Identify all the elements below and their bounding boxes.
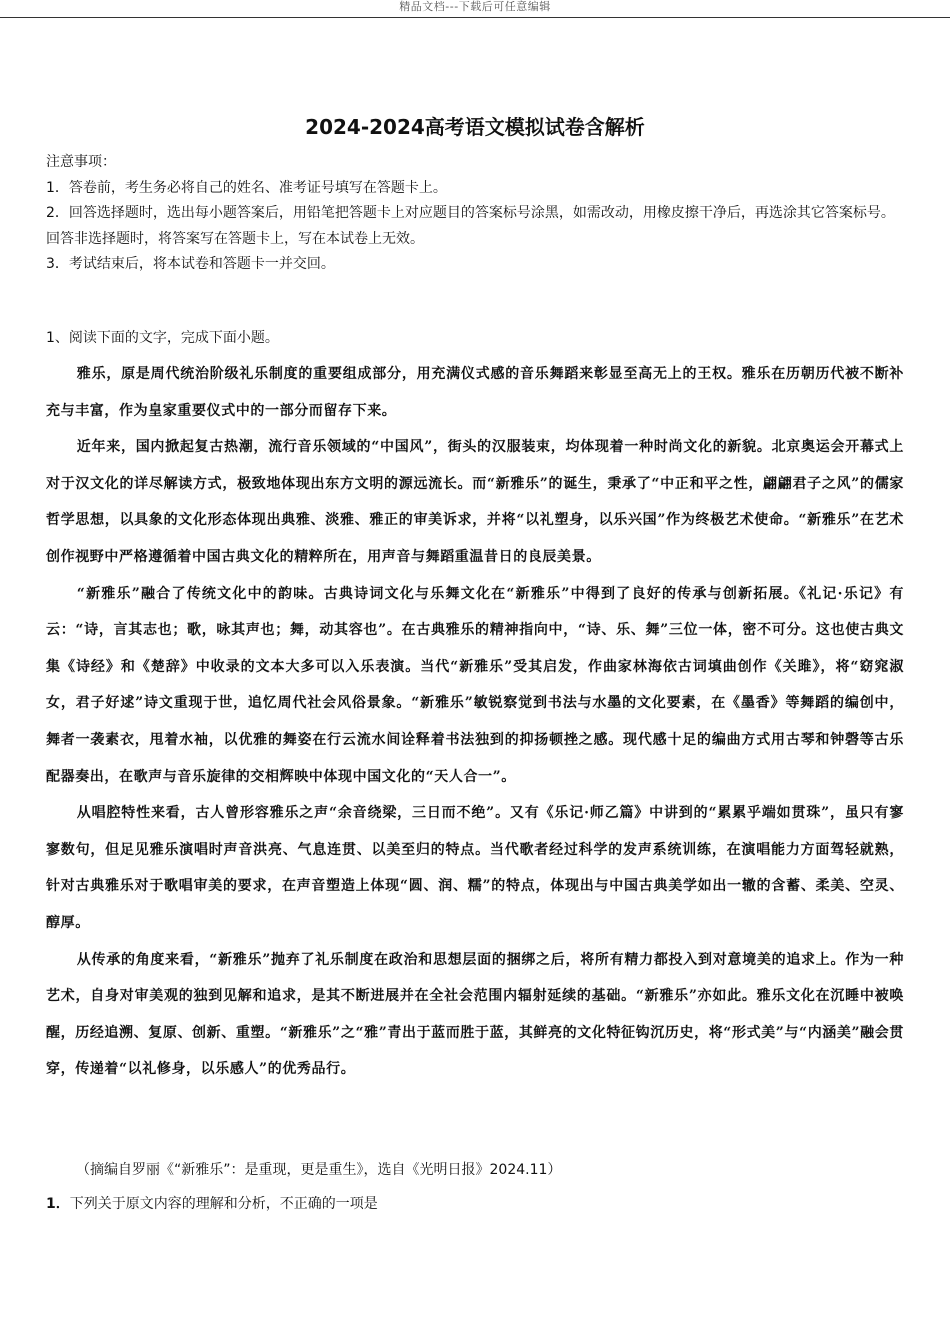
notice-item: 3．考试结束后，将本试卷和答题卡一并交回。 bbox=[46, 256, 335, 272]
notice-section bbox=[46, 150, 906, 278]
question-text: 下列关于原文内容的理解和分析，不正确的一项是 bbox=[69, 1196, 378, 1212]
reading-passage bbox=[46, 356, 904, 1088]
header-divider bbox=[0, 17, 950, 18]
notice-item: 1．答卷前，考生务必将自己的姓名、准考证号填写在答题卡上。 bbox=[46, 179, 447, 196]
page-title: 2024-2024高考语文模拟试卷含解析 bbox=[305, 115, 645, 139]
question-1 bbox=[46, 1192, 906, 1216]
question-number: 1． bbox=[46, 1196, 70, 1212]
passage-paragraph: 从唱腔特性来看，古人曾形容雅乐之声“余音绕梁，三日而不绝”。又有《乐记·师乙篇》中讲到的“累累乎端如贯珠”，虽只有寥寥数句，但足见雅乐演唱时声音洪亮、气息连贯、以美至归的特点。当代歌者经过科学的发声系统训练，在演唱能力方面驾轻就熟，针对古典雅乐对于歌唱审美的要求，在声音塑造上体现“圆、润、糯”的特点，体现出与中国古典美学如出一辙的含蓄、柔美、空灵、醇厚。 bbox=[46, 805, 904, 931]
passage-paragraph: 雅乐，原是周代统治阶级礼乐制度的重要组成部分，用充满仪式感的音乐舞蹈来彰显至高无上的王权。雅乐在历朝历代被不断补充与丰富，作为皇家重要仪式中的一部分而留存下来。 bbox=[46, 366, 904, 419]
page-header: 精品文档---下载后可任意编辑 bbox=[399, 0, 551, 13]
notice-heading: 注意事项： bbox=[46, 154, 116, 170]
passage-paragraph: “新雅乐”融合了传统文化中的韵味。古典诗词文化与乐舞文化在“新雅乐”中得到了良好的传承与创新拓展。《礼记·乐记》有云：“诗，言其志也；歌，咏其声也；舞，动其容也”。在古典雅乐的精神指向中，“诗、乐、舞”三位一体，密不可分。这也使古典文集《诗经》和《楚辞》中收录的文本大多可以入乐表演。当代“新雅乐”受其启发，作曲家林海依古词填曲创作《关雎》，将“窈窕淑女，君子好逑”诗文重现于世，追忆周代社会风俗景象。“新雅乐”敏锐察觉到书法与水墨的文化要素，在《墨香》等舞蹈的编创中，舞者一袭素衣，甩着水袖，以优雅的舞姿在行云流水间诠释着书法独到的抑扬顿挫之感。现代感十足的编曲方式用古琴和钟磬等古乐配器奏出，在歌声与音乐旋律的交相辉映中体现中国文化的“天人合一”。 bbox=[46, 585, 904, 785]
passage-paragraph: 近年来，国内掀起复古热潮，流行音乐领域的“中国风”，街头的汉服装束，均体现着一种时尚文化的新貌。北京奥运会开幕式上对于汉文化的详尽解读方式，极致地体现出东方文明的源远流长。而“新雅乐”的诞生，秉承了“中正和平之性，翩翩君子之风”的儒家哲学思想，以具象的文化形态体现出典雅、淡雅、雅正的审美诉求，并将“以礼塑身，以乐兴国”作为终极艺术使命。“新雅乐”在艺术创作视野中严格遵循着中国古典文化的精粹所在，用声音与舞蹈重温昔日的良辰美景。 bbox=[46, 439, 904, 565]
passage-source: （摘编自罗丽《“新雅乐”：是重现，更是重生》，选自《光明日报》2024.11） bbox=[76, 1162, 562, 1178]
notice-item: 2．回答选择题时，选出每小题答案后，用铅笔把答题卡上对应题目的答案标号涂黑，如需改动，用橡皮擦干净后，再选涂其它答案标号。回答非选择题时，将答案写在答题卡上，写在本试卷上无效。 bbox=[46, 205, 895, 247]
passage-paragraph: 从传承的角度来看，“新雅乐”抛弃了礼乐制度在政治和思想层面的捆绑之后，将所有精力都投入到对意境美的追求上。作为一种艺术，自身对审美观的独到见解和追求，是其不断进展并在全社会范围内辐射延续的基础。“新雅乐”亦如此。雅乐文化在沉睡中被唤醒，历经追溯、复原、创新、重塑。“新雅乐”之“雅”青出于蓝而胜于蓝，其鲜亮的文化特征钩沉历史，将“形式美”与“内涵美”融会贯穿，传递着“以礼修身，以乐感人”的优秀品行。 bbox=[46, 951, 904, 1078]
question-intro: 1、阅读下面的文字，完成下面小题。 bbox=[46, 330, 279, 346]
